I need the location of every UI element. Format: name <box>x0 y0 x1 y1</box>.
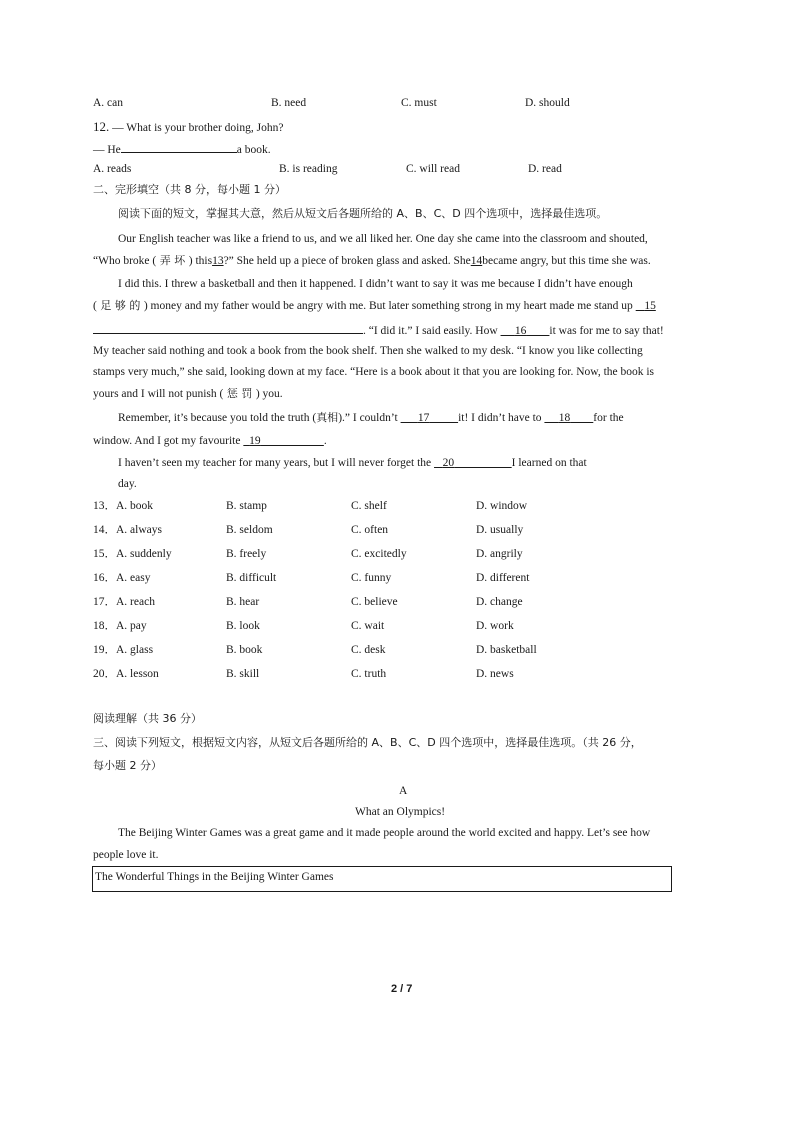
choice-a: A. easy <box>116 572 151 584</box>
blank-16-number: 16 <box>514 325 527 337</box>
text: it was for me to say that! <box>549 325 664 337</box>
choice-row <box>93 619 147 633</box>
choice-row <box>93 499 153 513</box>
q12-blank <box>121 141 237 153</box>
choice-number: 15． <box>93 548 116 560</box>
choice-a: A. reach <box>116 596 155 608</box>
text: ) you. <box>255 388 283 400</box>
q12-option-d: D. read <box>528 163 562 175</box>
choice-c: C. believe <box>351 596 398 608</box>
blank-14: 14 <box>470 255 483 267</box>
text: became angry, but this time she was. <box>482 255 651 267</box>
choice-d: D. basketball <box>476 644 537 656</box>
passage-letter: A <box>399 785 408 797</box>
choice-a: A. pay <box>116 620 147 632</box>
choice-b: B. look <box>226 620 260 632</box>
blank-15-line <box>93 322 363 334</box>
choice-a: A. always <box>116 524 162 536</box>
passage-table <box>92 866 672 892</box>
passage-p4-line1 <box>118 456 587 470</box>
choice-c: C. excitedly <box>351 548 407 560</box>
section2-instruction: 阅读下面的短文，掌握其大意，然后从短文后各题所给的 A、B、C、D 四个选项中，选择最佳选项。 <box>118 207 608 220</box>
blank-18 <box>544 412 593 424</box>
choice-number: 17． <box>93 596 116 608</box>
q11-option-a: A. can <box>93 97 124 109</box>
q12-option-a: A. reads <box>93 163 132 175</box>
choice-d: D. window <box>476 500 528 512</box>
choice-d: D. different <box>476 572 530 584</box>
choice-a: A. glass <box>116 644 154 656</box>
blank-15 <box>636 300 656 312</box>
chinese-gloss: 真相 <box>316 411 339 424</box>
text: it! I didn’t have to <box>458 412 542 424</box>
choice-row <box>93 571 151 585</box>
choice-c: C. shelf <box>351 500 387 512</box>
blank-19 <box>243 435 324 447</box>
text: ).” I couldn’t <box>338 412 398 424</box>
choice-number: 16． <box>93 572 116 584</box>
choice-number: 13． <box>93 500 116 512</box>
q12-question: — What is your brother doing, John? <box>112 122 284 134</box>
choice-row <box>93 523 162 537</box>
text: I haven’t seen my teacher for many years, but I will never forget the <box>118 457 432 469</box>
choice-b: B. hear <box>226 596 260 608</box>
blank-20-number: 20 <box>442 457 455 469</box>
table-title: The Wonderful Things in the Beijing Winter Games <box>95 871 334 883</box>
choice-a: A. book <box>116 500 154 512</box>
choice-b: B. difficult <box>226 572 277 584</box>
text: . <box>323 435 327 447</box>
q12-answer-prefix: — He <box>93 144 121 156</box>
passage-p3-line2 <box>93 434 327 448</box>
page-number: 2 / 7 <box>391 983 413 995</box>
text: I learned on that <box>511 457 587 469</box>
choice-d: D. usually <box>476 524 524 536</box>
choice-b: B. stamp <box>226 500 267 512</box>
choice-row <box>93 595 155 609</box>
q12-stem <box>93 119 283 135</box>
passage-p2-line2 <box>93 299 656 313</box>
choice-d: D. angrily <box>476 548 523 560</box>
passage-p2-line5: stamps very much,” she said, looking down at my face. “Here is a book about it that you are looking for. Now, the book is <box>93 366 655 378</box>
choice-number: 14． <box>93 524 116 536</box>
choice-row <box>93 667 159 681</box>
text: ) money and my father would be angry with me. But later something strong in my heart made me stand up <box>143 300 633 312</box>
passage-p2-line1: I did this. I threw a basketball and then it happened. I didn’t want to say it was me because I didn’t have enough <box>118 278 633 290</box>
choice-d: D. news <box>476 668 514 680</box>
choice-c: C. desk <box>351 644 386 656</box>
passage-title: What an Olympics! <box>355 806 446 818</box>
choice-c: C. truth <box>351 668 387 680</box>
choice-b: B. seldom <box>226 524 273 536</box>
blank-19-number: 19 <box>249 435 261 447</box>
section3-instruction-line2: 每小题 2 分） <box>93 759 162 772</box>
q11-option-b: B. need <box>271 97 307 109</box>
q12-answer-suffix: a book. <box>236 144 271 156</box>
choice-a: A. suddenly <box>116 548 172 560</box>
blank-16 <box>501 325 550 337</box>
passage-p1-line2 <box>93 254 651 268</box>
text: yours and I will not punish ( <box>93 388 224 400</box>
chinese-gloss: 弄 坏 <box>156 254 189 267</box>
chinese-gloss: 足 够 的 <box>96 299 144 312</box>
passage-p4-line2: day. <box>118 478 137 490</box>
choice-d: D. change <box>476 596 523 608</box>
choice-c: C. wait <box>351 620 385 632</box>
choice-c: C. funny <box>351 572 392 584</box>
q11-option-d: D. should <box>525 97 570 109</box>
choice-b: B. freely <box>226 548 267 560</box>
choice-number: 18． <box>93 620 116 632</box>
q12-number: 12. <box>93 119 110 134</box>
q12-answer-line <box>93 141 271 157</box>
chinese-gloss: 惩 罚 <box>223 387 256 400</box>
passage-intro-line2: people love it. <box>93 849 159 861</box>
passage-p2-line3 <box>93 322 664 338</box>
choice-d: D. work <box>476 620 514 632</box>
choice-number: 20． <box>93 668 116 680</box>
choice-row <box>93 547 172 561</box>
text: “Who broke ( <box>93 255 157 267</box>
passage-intro-line1: The Beijing Winter Games was a great game and it made people around the world excited and happy. Let’s see how <box>118 827 651 839</box>
blank-15-number: 15 <box>644 300 656 312</box>
text: ?” She held up a piece of broken glass and asked. She <box>223 255 471 267</box>
choice-b: B. skill <box>226 668 260 680</box>
text: for the <box>593 412 624 424</box>
choice-a: A. lesson <box>116 668 159 680</box>
section2-heading: 二、完形填空（共 8 分，每小题 1 分） <box>93 183 286 196</box>
blank-17 <box>401 412 459 424</box>
passage-p2-line6 <box>93 387 283 401</box>
blank-13: 13 <box>212 255 224 267</box>
text: ) this <box>188 255 213 267</box>
blank-20 <box>434 457 512 469</box>
text: ( <box>93 300 97 312</box>
blank-17-number: 17 <box>417 412 430 424</box>
q11-option-c: C. must <box>401 97 437 109</box>
choice-row <box>93 643 153 657</box>
choice-c: C. often <box>351 524 389 536</box>
text: . “I did it.” I said easily. How <box>363 325 498 337</box>
q12-option-c: C. will read <box>406 163 460 175</box>
text: window. And I got my favourite <box>93 435 241 447</box>
choice-number: 19． <box>93 644 116 656</box>
passage-p2-line4: My teacher said nothing and took a book from the book shelf. Then she walked to my desk. “I know you like collecting <box>93 345 643 357</box>
q12-option-b: B. is reading <box>279 163 338 175</box>
section3-instruction-line1: 三、阅读下列短文，根据短文内容，从短文后各题所给的 A、B、C、D 四个选项中，选择最佳选项。（共 26 分， <box>93 736 642 749</box>
passage-p1-line1: Our English teacher was like a friend to us, and we all liked her. One day she came into the classroom and shouted, <box>118 233 648 245</box>
choice-b: B. book <box>226 644 263 656</box>
text: Remember, it’s because you told the truth ( <box>118 412 317 424</box>
blank-18-number: 18 <box>558 412 571 424</box>
passage-p3-line1 <box>118 411 624 425</box>
reading-heading: 阅读理解（共 36 分） <box>93 712 202 725</box>
